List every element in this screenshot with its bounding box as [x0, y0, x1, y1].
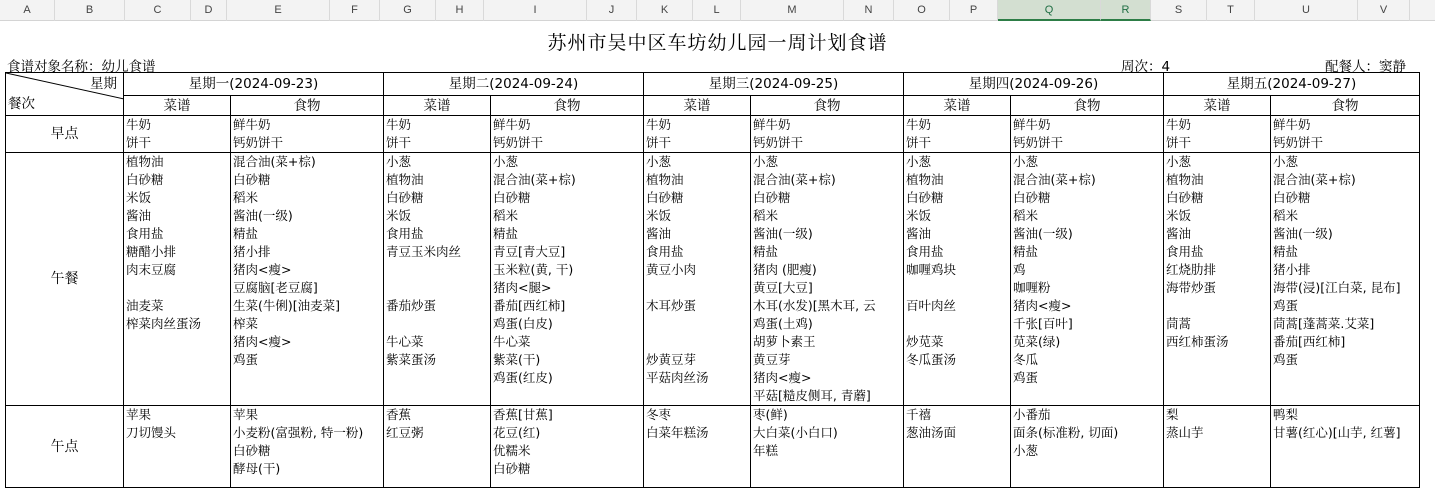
food-line: 钙奶饼干	[233, 135, 284, 150]
week-label: 周次：4	[1121, 59, 1171, 75]
food-line: 精盐	[1013, 244, 1039, 259]
dish-line: 葱油汤面	[906, 425, 957, 440]
food-cell[interactable]	[491, 116, 644, 153]
food-line: 猪肉<瘦>	[233, 334, 292, 349]
dish-line: 牛奶	[386, 117, 412, 132]
menu-column-header[interactable]: 菜谱	[904, 96, 1011, 116]
dish-line: 米饭	[1166, 208, 1192, 223]
dish-line: 植物油	[126, 154, 164, 169]
dish-cell[interactable]	[644, 116, 751, 153]
dish-line: 牛奶	[906, 117, 932, 132]
food-line: 稻米	[233, 190, 259, 205]
column-letter-a[interactable]: A	[0, 0, 55, 21]
dish-line: 植物油	[646, 172, 684, 187]
food-line: 小麦粉(富强粉, 特一粉)	[233, 425, 364, 440]
dish-line	[1166, 351, 1268, 369]
food-line	[1013, 460, 1161, 478]
dish-line: 饼干	[906, 135, 932, 150]
dish-line	[126, 279, 228, 297]
dish-line	[906, 369, 1008, 387]
food-line: 千张[百叶]	[1013, 316, 1073, 331]
dish-line	[386, 442, 488, 460]
day-header-2[interactable]: 星期二(2024-09-24)	[384, 73, 644, 96]
dish-line: 植物油	[1166, 172, 1204, 187]
food-line: 木耳(水发)[黑木耳, 云	[753, 298, 876, 313]
food-line: 猪肉 (肥瘦)	[753, 262, 817, 277]
dish-line: 海带炒蛋	[1166, 280, 1217, 295]
food-line: 酱油(一级)	[233, 208, 293, 223]
food-line: 鸡蛋(土鸡)	[753, 316, 813, 331]
dish-line	[646, 315, 748, 333]
dish-line: 白菜年糕汤	[646, 425, 709, 440]
food-line	[1273, 369, 1417, 387]
corner-cell[interactable]	[6, 73, 124, 116]
food-line: 猪肉<腿>	[493, 280, 552, 295]
spreadsheet	[5, 21, 1435, 489]
dish-cell[interactable]	[904, 406, 1011, 488]
dish-line	[386, 369, 488, 387]
food-line	[1273, 460, 1417, 478]
chef-label: 配餐人：窦静	[1325, 59, 1406, 75]
food-line-extra	[1273, 387, 1417, 405]
food-line: 小葱	[1273, 154, 1299, 169]
food-cell[interactable]	[491, 153, 644, 406]
column-letter-d[interactable]: D	[191, 0, 227, 21]
dish-line	[1166, 442, 1268, 460]
column-letter-c[interactable]: C	[125, 0, 191, 21]
dish-line: 肉末豆腐	[126, 262, 177, 277]
food-line: 豆腐脑[老豆腐]	[233, 280, 318, 295]
food-line: 年糕	[753, 443, 779, 458]
food-line: 黄豆芽	[753, 352, 791, 367]
column-letter-g[interactable]: G	[380, 0, 436, 21]
food-line: 冬瓜	[1013, 352, 1039, 367]
menu-column-header[interactable]: 菜谱	[124, 96, 231, 116]
dish-line: 植物油	[386, 172, 424, 187]
dish-line: 西红柿蛋汤	[1166, 334, 1229, 349]
food-line: 白砂糖	[233, 172, 271, 187]
dish-line: 米饭	[646, 208, 672, 223]
food-column-header[interactable]: 食物	[751, 96, 904, 116]
food-cell[interactable]	[1271, 116, 1420, 153]
food-line: 鸡蛋	[1273, 352, 1299, 367]
meal-name-cell[interactable]: 早点	[6, 116, 124, 153]
food-line: 酱油(一级)	[1273, 226, 1333, 241]
dish-line	[126, 351, 228, 369]
dish-cell[interactable]	[1164, 116, 1271, 153]
food-line: 白砂糖	[1273, 190, 1311, 205]
dish-cell[interactable]	[124, 406, 231, 488]
food-column-header[interactable]: 食物	[491, 96, 644, 116]
food-cell[interactable]	[1011, 116, 1164, 153]
food-line: 胡萝卜素王	[753, 334, 816, 349]
column-letter-e[interactable]: E	[227, 0, 330, 21]
food-line: 黄豆[大豆]	[753, 280, 813, 295]
menu-column-header[interactable]: 菜谱	[1164, 96, 1271, 116]
dish-line	[386, 315, 488, 333]
food-cell[interactable]	[231, 406, 384, 488]
dish-line: 牛奶	[646, 117, 672, 132]
dish-line: 冬枣	[646, 407, 672, 422]
dish-line	[126, 333, 228, 351]
column-letter-u[interactable]: U	[1255, 0, 1358, 21]
food-line-extra	[493, 387, 641, 405]
food-line: 混合油(菜+棕)	[493, 172, 576, 187]
dish-line: 食用盐	[1166, 244, 1204, 259]
food-column-header[interactable]: 食物	[1011, 96, 1164, 116]
dish-line: 牛心菜	[386, 334, 424, 349]
dish-line: 梨	[1166, 407, 1179, 422]
dish-line: 小葱	[906, 154, 932, 169]
food-line: 鲜牛奶	[753, 117, 791, 132]
food-line: 混合油(菜+棕)	[1013, 172, 1096, 187]
meal-row	[6, 116, 1420, 153]
food-line-extra	[1013, 387, 1161, 405]
food-line: 猪肉<瘦>	[753, 370, 812, 385]
column-letter-v[interactable]: V	[1358, 0, 1410, 21]
food-line: 猪小排	[1273, 262, 1311, 277]
dish-line: 小葱	[646, 154, 672, 169]
dish-line: 白砂糖	[126, 172, 164, 187]
food-cell[interactable]	[1271, 153, 1420, 406]
column-letter-m[interactable]: M	[741, 0, 844, 21]
dish-line: 红豆粥	[386, 425, 424, 440]
column-letter-o[interactable]: O	[894, 0, 950, 21]
food-line: 稻米	[493, 208, 519, 223]
dish-line: 小葱	[1166, 154, 1192, 169]
food-line: 小葱	[1013, 154, 1039, 169]
dish-line: 黄豆小肉	[646, 262, 697, 277]
dish-line	[646, 333, 748, 351]
food-line: 青豆[青大豆]	[493, 244, 566, 259]
food-line: 精盐	[753, 244, 779, 259]
dish-line: 酱油	[1166, 226, 1192, 241]
food-line: 白砂糖	[233, 443, 271, 458]
dish-line	[386, 460, 488, 478]
food-line: 咖喱粉	[1013, 280, 1051, 295]
dish-line: 苹果	[126, 407, 152, 422]
dish-line: 炒苋菜	[906, 334, 944, 349]
dish-line: 香蕉	[386, 407, 412, 422]
food-line-extra: 平菇[糙皮侧耳, 青蘑]	[753, 388, 871, 403]
dish-line: 平菇肉丝汤	[646, 370, 709, 385]
food-line: 鸡蛋	[1013, 370, 1039, 385]
food-line: 鸡蛋(白皮)	[493, 316, 553, 331]
dish-cell[interactable]	[644, 153, 751, 406]
dish-cell[interactable]	[644, 406, 751, 488]
dish-line: 食用盐	[646, 244, 684, 259]
food-line: 花豆(红)	[493, 425, 541, 440]
dish-line: 炒黄豆芽	[646, 352, 697, 367]
dish-line: 茼蒿	[1166, 316, 1192, 331]
food-line: 白砂糖	[493, 190, 531, 205]
column-letter-k[interactable]: K	[637, 0, 693, 21]
dish-line	[126, 442, 228, 460]
target-label: 食谱对象名称：幼儿食谱	[7, 59, 156, 75]
column-letter-f[interactable]: F	[330, 0, 380, 21]
header-row-days	[6, 73, 1420, 96]
food-line: 鲜牛奶	[1013, 117, 1051, 132]
dish-line: 木耳炒蛋	[646, 298, 697, 313]
column-letter-h[interactable]: H	[436, 0, 484, 21]
food-line: 白砂糖	[493, 461, 531, 476]
dish-line	[1166, 369, 1268, 387]
food-line: 鲜牛奶	[1273, 117, 1311, 132]
dish-cell[interactable]	[384, 406, 491, 488]
dish-line	[906, 279, 1008, 297]
meal-name-cell[interactable]: 午点	[6, 406, 124, 488]
dish-line: 刀切馒头	[126, 425, 177, 440]
food-line: 优糯米	[493, 443, 531, 458]
food-line: 混合油(菜+棕)	[753, 172, 836, 187]
dish-line: 酱油	[906, 226, 932, 241]
food-line	[753, 460, 901, 478]
dish-line: 植物油	[906, 172, 944, 187]
food-line: 酱油(一级)	[1013, 226, 1073, 241]
food-cell[interactable]	[751, 406, 904, 488]
dish-line	[386, 261, 488, 279]
menu-column-header[interactable]: 菜谱	[384, 96, 491, 116]
food-column-header[interactable]: 食物	[231, 96, 384, 116]
food-line: 小葱	[1013, 443, 1039, 458]
food-line: 香蕉[甘蕉]	[493, 407, 553, 422]
food-line	[233, 369, 381, 387]
dish-line: 酱油	[646, 226, 672, 241]
day-header-4[interactable]: 星期四(2024-09-26)	[904, 73, 1164, 96]
dish-cell[interactable]	[384, 116, 491, 153]
food-line: 鸡	[1013, 262, 1026, 277]
food-line: 钙奶饼干	[493, 135, 544, 150]
dish-line: 番茄炒蛋	[386, 298, 437, 313]
day-header-5[interactable]: 星期五(2024-09-27)	[1164, 73, 1420, 96]
column-letter-j[interactable]: J	[587, 0, 637, 21]
food-line: 茼蒿[蓬蒿菜.艾菜]	[1273, 316, 1375, 331]
dish-cell[interactable]	[1164, 406, 1271, 488]
meal-name-cell[interactable]: 午餐	[6, 153, 124, 406]
column-letter-p[interactable]: P	[950, 0, 998, 21]
food-line: 钙奶饼干	[1273, 135, 1324, 150]
dish-line	[646, 442, 748, 460]
dish-line: 青豆玉米肉丝	[386, 244, 462, 259]
food-line: 枣(鲜)	[753, 407, 788, 422]
dish-line	[646, 460, 748, 478]
food-line: 混合油(菜+棕)	[233, 154, 316, 169]
dish-line	[906, 460, 1008, 478]
dish-line	[1166, 297, 1268, 315]
food-cell[interactable]	[1011, 406, 1164, 488]
dish-line: 食用盐	[126, 226, 164, 241]
food-line: 鸡蛋	[233, 352, 259, 367]
meal-row	[6, 406, 1420, 488]
dish-line	[906, 315, 1008, 333]
food-line: 混合油(菜+棕)	[1273, 172, 1356, 187]
dish-line: 紫菜蛋汤	[386, 352, 437, 367]
dish-cell[interactable]	[904, 153, 1011, 406]
food-line: 小葱	[753, 154, 779, 169]
food-line: 苋菜(绿)	[1013, 334, 1061, 349]
dish-line: 牛奶	[1166, 117, 1192, 132]
food-line: 精盐	[1273, 244, 1299, 259]
dish-line: 榨菜肉丝蛋汤	[126, 316, 202, 331]
food-line: 猪肉<瘦>	[233, 262, 292, 277]
dish-cell[interactable]	[124, 153, 231, 406]
food-line: 鲜牛奶	[493, 117, 531, 132]
column-letter-b[interactable]: B	[55, 0, 125, 21]
dish-cell[interactable]	[384, 153, 491, 406]
food-line: 稻米	[1013, 208, 1039, 223]
food-line: 甘薯(红心)[山芋, 红薯]	[1273, 425, 1401, 440]
dish-line: 牛奶	[126, 117, 152, 132]
dish-line: 冬瓜蛋汤	[906, 352, 957, 367]
dish-line	[386, 279, 488, 297]
day-header-1[interactable]: 星期一(2024-09-23)	[124, 73, 384, 96]
food-cell[interactable]	[1011, 153, 1164, 406]
food-line: 生菜(牛俐)[油麦菜]	[233, 298, 341, 313]
food-line: 精盐	[493, 226, 519, 241]
food-line: 钙奶饼干	[1013, 135, 1064, 150]
dish-line	[906, 442, 1008, 460]
food-line: 小葱	[493, 154, 519, 169]
food-line: 番茄[西红柿]	[493, 298, 566, 313]
dish-cell[interactable]	[124, 116, 231, 153]
food-cell[interactable]	[1271, 406, 1420, 488]
food-line: 榨菜	[233, 316, 259, 331]
dish-line: 百叶肉丝	[906, 298, 957, 313]
dish-line	[126, 369, 228, 387]
food-line: 精盐	[233, 226, 259, 241]
food-column-header[interactable]: 食物	[1271, 96, 1420, 116]
dish-line: 饼干	[646, 135, 672, 150]
column-letter-i[interactable]: I	[484, 0, 587, 21]
dish-line: 糖醋小排	[126, 244, 177, 259]
food-line: 鲜牛奶	[233, 117, 271, 132]
food-line: 番茄[西红柿]	[1273, 334, 1346, 349]
dish-line: 白砂糖	[646, 190, 684, 205]
food-line: 钙奶饼干	[753, 135, 804, 150]
dish-line: 米饭	[906, 208, 932, 223]
food-cell[interactable]	[231, 153, 384, 406]
food-line	[1273, 442, 1417, 460]
page-title: 苏州市吴中区车坊幼儿园一周计划食谱	[547, 32, 888, 54]
dish-line: 千禧	[906, 407, 932, 422]
food-line: 牛心菜	[493, 334, 531, 349]
dish-line	[1166, 460, 1268, 478]
dish-line: 食用盐	[906, 244, 944, 259]
food-cell[interactable]	[491, 406, 644, 488]
food-cell[interactable]	[751, 153, 904, 406]
dish-line: 米饭	[386, 208, 412, 223]
dish-line: 饼干	[126, 135, 152, 150]
dish-line: 红烧肋排	[1166, 262, 1217, 277]
column-letter-n[interactable]: N	[844, 0, 894, 21]
food-line: 面条(标准粉, 切面)	[1013, 425, 1119, 440]
food-line: 猪肉<瘦>	[1013, 298, 1072, 313]
food-line: 稻米	[1273, 208, 1299, 223]
weekly-menu-table	[5, 72, 1420, 488]
dish-line: 酱油	[126, 208, 152, 223]
food-line: 鸭梨	[1273, 407, 1299, 422]
dish-cell[interactable]	[1164, 153, 1271, 406]
food-line: 酵母(干)	[233, 461, 281, 476]
food-line-extra	[233, 387, 381, 405]
dish-line: 白砂糖	[1166, 190, 1204, 205]
food-line: 玉米粒(黄, 干)	[493, 262, 574, 277]
food-cell[interactable]	[751, 116, 904, 153]
food-line: 猪小排	[233, 244, 271, 259]
dish-line: 小葱	[386, 154, 412, 169]
dish-line	[646, 279, 748, 297]
food-line: 白砂糖	[1013, 190, 1051, 205]
dish-line: 咖喱鸡块	[906, 262, 957, 277]
food-line: 大白菜(小白口)	[753, 425, 838, 440]
food-line: 酱油(一级)	[753, 226, 813, 241]
dish-line	[126, 460, 228, 478]
dish-line: 食用盐	[386, 226, 424, 241]
food-cell[interactable]	[231, 116, 384, 153]
food-line: 白砂糖	[753, 190, 791, 205]
food-line: 鸡蛋(红皮)	[493, 370, 553, 385]
dish-line: 白砂糖	[386, 190, 424, 205]
meal-row	[6, 153, 1420, 406]
dish-line: 白砂糖	[906, 190, 944, 205]
dish-line: 米饭	[126, 190, 152, 205]
food-line: 海带(浸)[江白菜, 昆布]	[1273, 280, 1401, 295]
menu-column-header[interactable]: 菜谱	[644, 96, 751, 116]
food-line: 苹果	[233, 407, 259, 422]
food-line: 稻米	[753, 208, 779, 223]
column-letter-r[interactable]: R	[1101, 0, 1151, 21]
header-row-columns	[6, 96, 1420, 116]
food-line: 鸡蛋	[1273, 298, 1299, 313]
food-line: 小番茄	[1013, 407, 1051, 422]
column-letter-q[interactable]: Q	[998, 0, 1101, 21]
day-header-3[interactable]: 星期三(2024-09-25)	[644, 73, 904, 96]
dish-cell[interactable]	[904, 116, 1011, 153]
corner-meal-label: 餐次	[8, 96, 35, 112]
column-letter-l[interactable]: L	[693, 0, 741, 21]
column-letter-s[interactable]: S	[1151, 0, 1207, 21]
corner-week-label: 星期	[90, 76, 117, 92]
dish-line: 油麦菜	[126, 298, 164, 313]
column-header-bar	[0, 0, 1435, 21]
dish-line: 饼干	[1166, 135, 1192, 150]
dish-line: 饼干	[386, 135, 412, 150]
food-line: 紫菜(干)	[493, 352, 541, 367]
column-letter-t[interactable]: T	[1207, 0, 1255, 21]
dish-line: 蒸山芋	[1166, 425, 1204, 440]
